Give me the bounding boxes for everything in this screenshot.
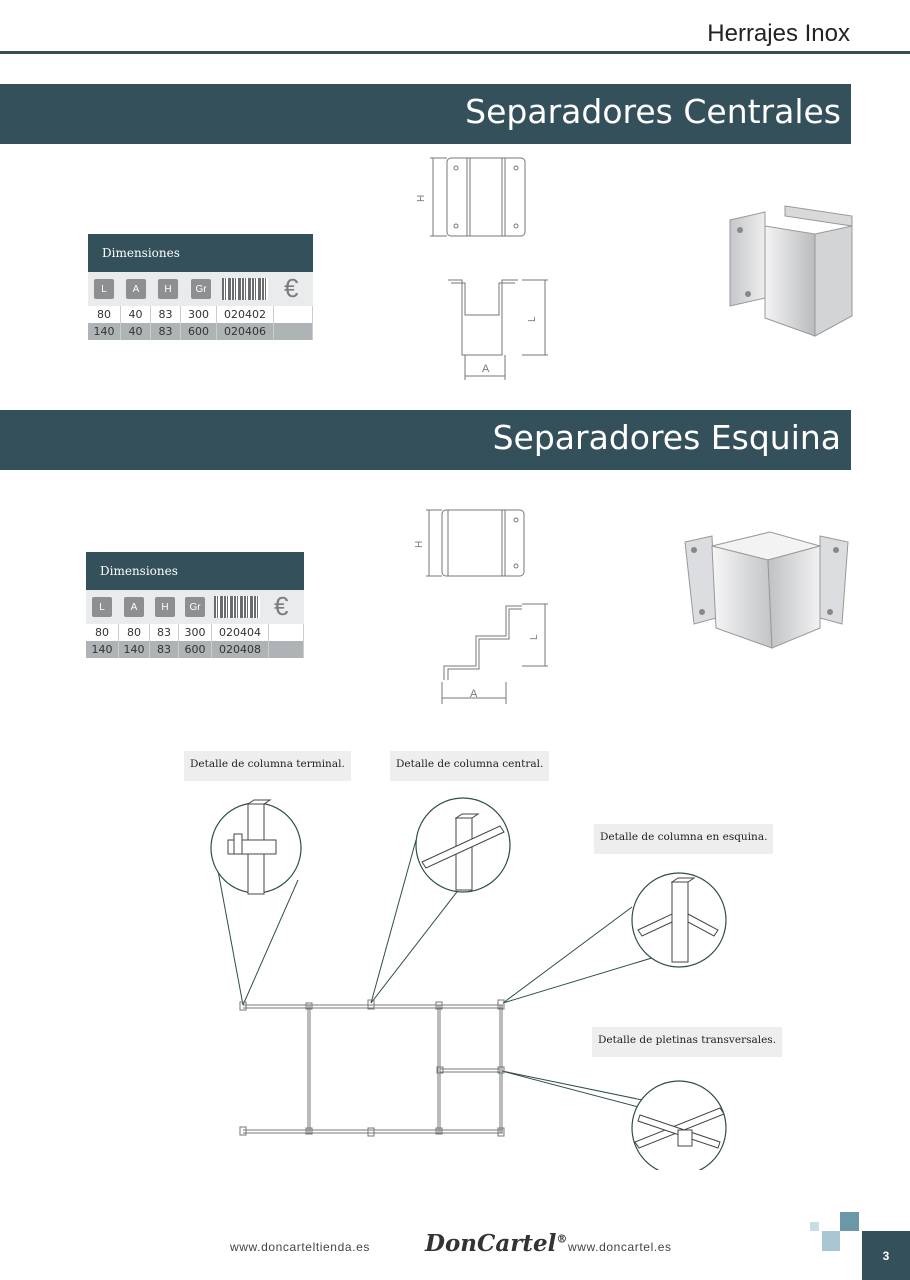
section-band-esquina (0, 410, 851, 470)
dimension-label-l: L (527, 316, 538, 322)
height-icon: H (155, 597, 175, 617)
weight-icon: Gr (191, 279, 211, 299)
decor-square (810, 1222, 819, 1231)
registered-mark: ® (556, 1232, 568, 1246)
cell: 80 (86, 624, 119, 641)
table-row (88, 306, 313, 323)
barcode-icon (222, 278, 268, 300)
detail-circle-corner (632, 873, 726, 967)
dimension-label-l: L (529, 634, 540, 640)
section-title: Separadores Esquina (492, 418, 841, 457)
callout-corner-column: Detalle de columna en esquina. (594, 824, 773, 854)
section-band-centrales (0, 84, 851, 144)
cell: 020406 (217, 323, 274, 340)
cell: 83 (150, 624, 179, 641)
dimensions-rows (88, 306, 313, 340)
product-image-corner-spacer (680, 528, 855, 653)
cell: 140 (86, 641, 119, 658)
product-image-central-spacer (720, 198, 860, 338)
width-icon: A (126, 279, 146, 299)
weight-icon: Gr (185, 597, 205, 617)
cell (269, 624, 304, 641)
dimension-label-h: H (414, 540, 425, 548)
barcode-icon (214, 596, 260, 618)
cell: 600 (181, 323, 217, 340)
dimension-label-h: H (416, 194, 427, 202)
page-number: 3 (862, 1231, 910, 1280)
cell (269, 641, 304, 658)
cell: 300 (179, 624, 212, 641)
dimension-label-a: A (482, 363, 490, 375)
cell: 140 (119, 641, 150, 658)
detail-circle-central (416, 798, 510, 892)
cell: 020404 (212, 624, 269, 641)
decor-square (822, 1231, 840, 1251)
cell: 300 (181, 306, 217, 323)
cell: 140 (88, 323, 121, 340)
callout-transverse-plates: Detalle de pletinas transversales. (592, 1027, 782, 1057)
cell: 40 (121, 306, 151, 323)
dimensions-icon-row (88, 272, 313, 306)
length-icon: L (94, 279, 114, 299)
dimensions-icon-row (86, 590, 304, 624)
logo-text: DonCartel (425, 1230, 557, 1257)
width-icon: A (124, 597, 144, 617)
callout-terminal-column: Detalle de columna terminal. (184, 751, 351, 781)
cell: 83 (150, 641, 179, 658)
header-rule (0, 51, 910, 54)
technical-drawing-centrales (410, 150, 570, 385)
cell: 80 (119, 624, 150, 641)
detail-circle-plates (632, 1081, 726, 1170)
cell: 83 (151, 323, 181, 340)
length-icon: L (92, 597, 112, 617)
dimensions-table-centrales (88, 234, 313, 340)
technical-drawing-esquina (410, 500, 570, 710)
euro-icon: € (284, 273, 299, 303)
cell (274, 306, 313, 323)
detail-circle-terminal (211, 800, 301, 894)
dimensions-heading: Dimensiones (86, 552, 304, 590)
cell: 600 (179, 641, 212, 658)
dimensions-table-esquina (86, 552, 304, 658)
dimensions-rows (86, 624, 304, 658)
assembly-diagram (200, 790, 760, 1170)
euro-icon: € (274, 591, 289, 621)
cell: 83 (151, 306, 181, 323)
footer-shop-url[interactable]: www.doncarteltienda.es (230, 1240, 370, 1254)
section-title: Separadores Centrales (465, 92, 841, 131)
footer-site-url[interactable]: www.doncartel.es (568, 1240, 672, 1254)
doncartel-logo (425, 1230, 567, 1257)
dimensions-heading: Dimensiones (88, 234, 313, 272)
table-row (86, 641, 304, 658)
decor-square (840, 1212, 859, 1231)
cell: 020408 (212, 641, 269, 658)
cell (274, 323, 313, 340)
callout-central-column: Detalle de columna central. (390, 751, 549, 781)
height-icon: H (158, 279, 178, 299)
page-header-title: Herrajes Inox (707, 20, 850, 47)
cell: 80 (88, 306, 121, 323)
table-row (86, 624, 304, 641)
cell: 020402 (217, 306, 274, 323)
table-row (88, 323, 313, 340)
cell: 40 (121, 323, 151, 340)
dimension-label-a: A (470, 688, 478, 700)
